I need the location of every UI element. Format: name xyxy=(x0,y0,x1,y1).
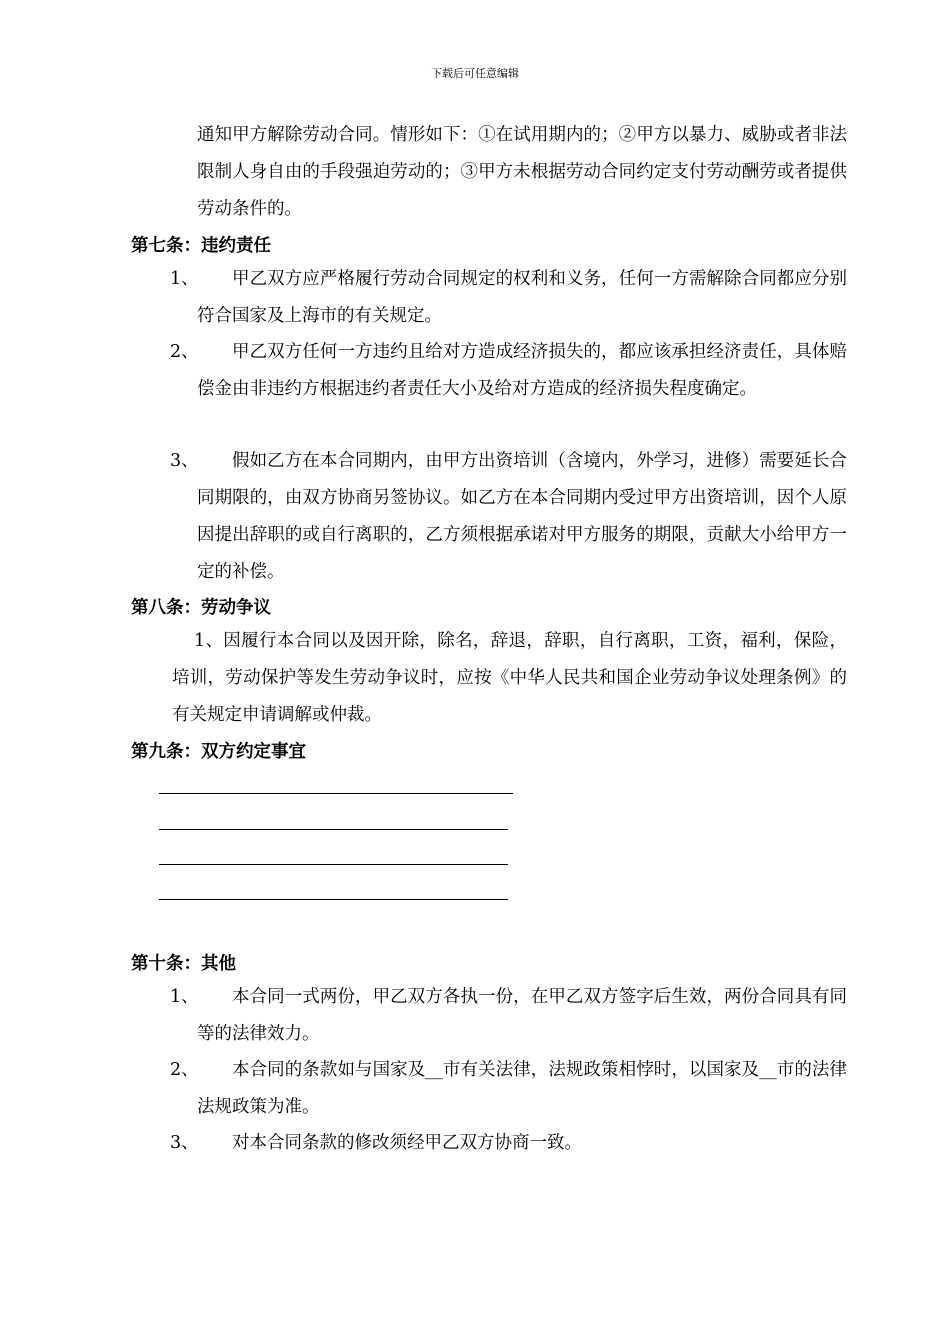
article-10-title: 第十条：其他 xyxy=(131,954,236,974)
article-10-item-3-number: 3、 xyxy=(170,1133,199,1153)
article-10-item-1-number: 1、 xyxy=(170,987,199,1007)
article-10-item-3-text: 对本合同条款的修改须经甲乙双方协商一致。 xyxy=(232,1133,582,1153)
article-10-item-2-number: 2、 xyxy=(170,1060,199,1080)
blank-fill-line-3[interactable] xyxy=(159,864,508,865)
article-9-title: 第九条：双方约定事宜 xyxy=(131,742,306,762)
article-10-item-2-text: 本合同的条款如与国家及__市有关法律，法规政策相悖时，以国家及__市的法律法规政策为准。 xyxy=(197,1060,847,1117)
article-10-item-1-text: 本合同一式两份，甲乙双方各执一份，在甲乙双方签字后生效，两份合同具有同等的法律效力。 xyxy=(197,987,847,1044)
blank-fill-line-1[interactable] xyxy=(159,793,513,794)
article-7-item-3-text: 假如乙方在本合同期内，由甲方出资培训（含境内，外学习，进修）需要延长合同期限的，由双方协商另签协议。如乙方在本合同期内受过甲方出资培训，因个人原因提出辞职的或自行离职的，乙方须根据承诺对甲方服务的期限，贡献大小给甲方一定的补偿。 xyxy=(197,451,847,582)
article-7-item-3-number: 3、 xyxy=(170,451,199,471)
article-7-item-2-number: 2、 xyxy=(170,342,199,362)
blank-fill-line-4[interactable] xyxy=(159,899,508,900)
article-7-item-2-text: 甲乙双方任何一方违约且给对方造成经济损失的，都应该承担经济责任，具体赔偿金由非违约方根据违约者责任大小及给对方造成的经济损失程度确定。 xyxy=(197,342,847,399)
article-7-item-1-number: 1、 xyxy=(170,269,199,289)
page-header: 下载后可任意编辑 xyxy=(431,67,519,80)
blank-fill-line-2[interactable] xyxy=(159,829,508,830)
article-8-text: 1、因履行本合同以及因开除，除名，辞退，辞职，自行离职，工资，福利，保险，培训，劳动保护等发生劳动争议时，应按《中华人民共和国企业劳动争议处理条例》的有关规定申请调解或仲裁。 xyxy=(172,631,847,725)
intro-paragraph: 通知甲方解除劳动合同。情形如下：①在试用期内的；②甲方以暴力、威胁或者非法限制人身自由的手段强迫劳动的；③甲方未根据劳动合同约定支付劳动酬劳或者提供劳动条件的。 xyxy=(197,125,847,219)
article-8-title: 第八条：劳动争议 xyxy=(131,598,271,618)
article-7-title: 第七条：违约责任 xyxy=(131,236,271,256)
article-7-item-1-text: 甲乙双方应严格履行劳动合同规定的权利和义务，任何一方需解除合同都应分别符合国家及上海市的有关规定。 xyxy=(197,269,847,326)
